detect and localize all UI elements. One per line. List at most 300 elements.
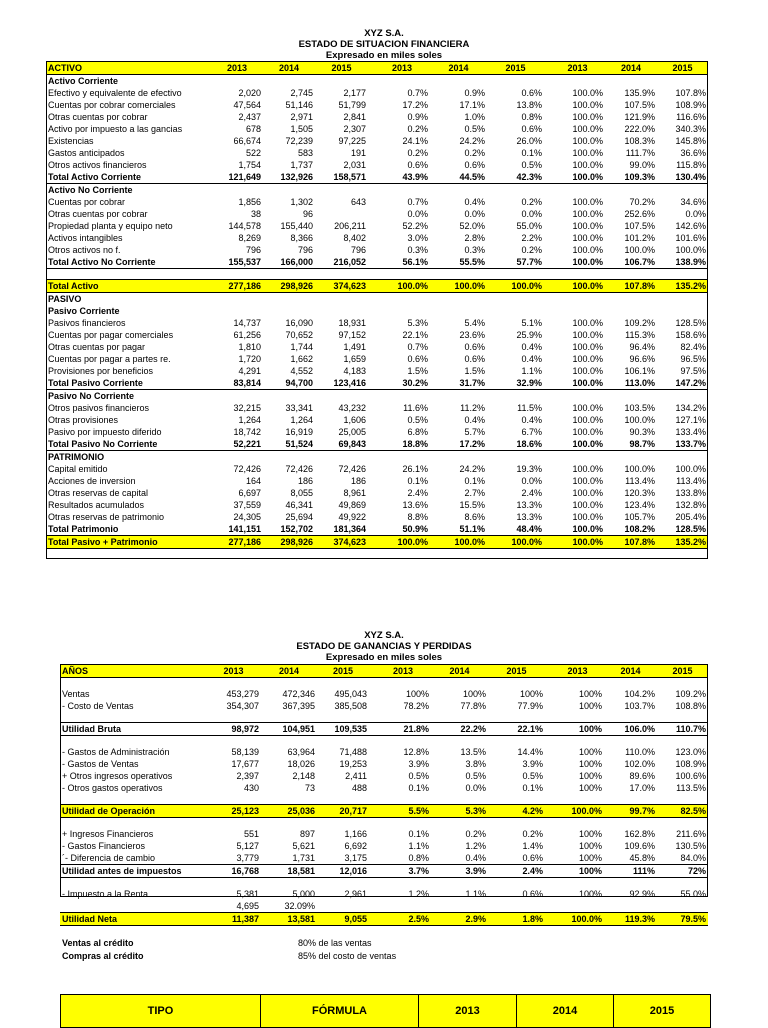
value-cell: 100.0% (624, 245, 655, 255)
value-cell: 1.2% (408, 889, 429, 899)
ventas-credito-label: Ventas al crédito (62, 938, 134, 948)
value-cell: 105.7% (624, 512, 655, 522)
row-label: Total Activo Corriente (46, 171, 211, 184)
value-cell: 5.3% (431, 805, 488, 818)
balance-sheet-table (46, 61, 708, 549)
value-cell: 32,215 (233, 403, 261, 413)
row-label: - Gastos de Administración (62, 747, 170, 757)
balance-row (46, 353, 708, 365)
value-cell: 166,000 (263, 256, 315, 269)
balance-row (46, 463, 708, 475)
balance-row (46, 451, 708, 464)
value-cell: 100.0% (572, 112, 603, 122)
value-cell: 0.2% (464, 148, 485, 158)
value-cell: 12.8% (403, 747, 429, 757)
income-row (60, 913, 708, 926)
value-cell: 52,221 (211, 438, 263, 451)
value-cell: 100.0% (572, 427, 603, 437)
row-label: Acciones de inversion (48, 476, 136, 486)
value-cell: 26.0% (516, 136, 542, 146)
balance-row (46, 123, 708, 135)
value-cell: 82.5% (657, 805, 708, 818)
value-cell: 130.5% (675, 841, 706, 851)
balance-row (46, 147, 708, 159)
row-label: Existencias (48, 136, 94, 146)
value-cell: 100.0% (430, 536, 487, 549)
row-label: AÑOS (60, 665, 206, 678)
value-cell: 130.4% (657, 171, 708, 184)
ventas-credito-value: 80% de las ventas (298, 938, 372, 948)
value-cell: 100% (578, 829, 602, 839)
value-cell: 100.0% (550, 523, 605, 536)
col-formula: FÓRMULA (261, 995, 419, 1028)
value-cell: 2014 (261, 665, 317, 678)
value-cell: 1,754 (238, 160, 261, 170)
value-cell: 152,702 (263, 523, 315, 536)
value-cell: 1,662 (290, 354, 313, 364)
value-cell: 3.7% (375, 865, 431, 878)
value-cell: 5.4% (464, 318, 485, 328)
income-row (60, 828, 708, 840)
value-cell: 8,402 (343, 233, 366, 243)
balance-row (46, 426, 708, 438)
value-cell: 100.0% (572, 488, 603, 498)
value-cell: 38 (250, 209, 261, 219)
value-cell: 2013 (375, 665, 431, 678)
value-cell: 0.1% (407, 476, 428, 486)
value-cell: 2.4% (407, 488, 428, 498)
value-cell: 8.8% (407, 512, 428, 522)
value-cell: 25,123 (206, 805, 261, 818)
value-cell: 2,437 (238, 112, 261, 122)
value-cell: 71,488 (339, 747, 367, 757)
value-cell: 5.5% (375, 805, 431, 818)
income-row (60, 700, 708, 712)
value-cell: 97,225 (338, 136, 366, 146)
value-cell: 147.2% (657, 377, 708, 390)
value-cell: 55.0% (516, 221, 542, 231)
row-label: Otras cuentas por cobrar (48, 209, 148, 219)
value-cell: 6.8% (407, 427, 428, 437)
value-cell: 72,426 (233, 464, 261, 474)
value-cell: 2015 (487, 62, 544, 75)
value-cell: 0.8% (408, 853, 429, 863)
value-cell: 100.0% (572, 330, 603, 340)
value-cell: 2,307 (343, 124, 366, 134)
value-cell: 1.5% (464, 366, 485, 376)
value-cell: 20,717 (317, 805, 369, 818)
row-label (60, 900, 206, 913)
value-cell: 1,731 (292, 853, 315, 863)
value-cell: 100% (578, 783, 602, 793)
row-label: Utilidad de Operación (60, 805, 206, 818)
value-cell: 186 (350, 476, 366, 486)
value-cell: 100.0% (550, 171, 605, 184)
value-cell: 206,211 (334, 221, 366, 231)
value-cell (375, 900, 431, 913)
value-cell: 340.3% (675, 124, 706, 134)
value-cell: 142.6% (675, 221, 706, 231)
value-cell: 83,814 (211, 377, 263, 390)
section-label: PATRIMONIO (48, 452, 105, 462)
income-row (60, 818, 708, 829)
value-cell: 25,694 (285, 512, 313, 522)
value-cell: 72,239 (285, 136, 313, 146)
value-cell: 0.6% (464, 160, 485, 170)
value-cell: 100.0% (572, 148, 603, 158)
value-cell: 43.9% (374, 171, 430, 184)
value-cell: 17.2% (430, 438, 487, 451)
value-cell: 103.5% (624, 403, 655, 413)
value-cell: 18,581 (261, 865, 317, 878)
value-cell: 22.1% (488, 723, 545, 736)
value-cell: 2013 (374, 62, 430, 75)
row-label: - Impuesto a la Renta (62, 889, 149, 899)
value-cell: 100.0% (624, 464, 655, 474)
value-cell: 101.2% (624, 233, 655, 243)
balance-row (46, 523, 708, 536)
value-cell: 119.3% (604, 913, 657, 926)
row-label: Total Activo No Corriente (46, 256, 211, 269)
value-cell: 13.3% (516, 512, 542, 522)
balance-row (46, 390, 708, 403)
value-cell: 1.5% (407, 366, 428, 376)
value-cell: 100.0% (430, 280, 487, 293)
value-cell: 133.8% (675, 488, 706, 498)
balance-row (46, 536, 708, 549)
value-cell: 155,440 (280, 221, 313, 231)
value-cell: 13.8% (516, 100, 542, 110)
balance-subtitle: Expresado en miles soles (325, 50, 443, 61)
value-cell: 18,026 (287, 759, 315, 769)
value-cell: 0.6% (464, 354, 485, 364)
balance-row (46, 87, 708, 99)
row-label: Gastos anticipados (48, 148, 125, 158)
value-cell: 2,411 (345, 771, 367, 781)
value-cell: 96.5% (680, 354, 706, 364)
value-cell: 8,055 (290, 488, 313, 498)
value-cell: 14,737 (233, 318, 261, 328)
value-cell: 141,151 (211, 523, 263, 536)
value-cell: 100% (578, 853, 602, 863)
value-cell: 100.0% (550, 280, 605, 293)
value-cell: 298,926 (263, 536, 315, 549)
balance-row (46, 159, 708, 171)
value-cell: 100% (462, 689, 486, 699)
value-cell: 107.8% (605, 280, 657, 293)
value-cell: 2015 (657, 665, 708, 678)
value-cell: 796 (297, 245, 313, 255)
value-cell: 11.5% (517, 403, 542, 413)
value-cell: 1.1% (465, 889, 486, 899)
value-cell: 16,768 (206, 865, 261, 878)
value-cell: 16,919 (285, 427, 313, 437)
value-cell: 50.9% (374, 523, 430, 536)
value-cell: 19.3% (516, 464, 542, 474)
value-cell: 186 (297, 476, 313, 486)
value-cell: 25.9% (516, 330, 542, 340)
value-cell: 134.2% (675, 403, 706, 413)
value-cell: 277,186 (211, 280, 263, 293)
value-cell: 551 (243, 829, 259, 839)
value-cell: 113.4% (676, 476, 706, 486)
value-cell: 181,364 (315, 523, 368, 536)
value-cell: 109.2% (624, 318, 655, 328)
value-cell: 1,856 (238, 197, 261, 207)
value-cell: 0.0% (464, 209, 485, 219)
balance-title: ESTADO DE SITUACION FINANCIERA (298, 39, 470, 50)
value-cell: 69,843 (315, 438, 368, 451)
balance-row (46, 317, 708, 329)
value-cell: 5,127 (236, 841, 259, 851)
income-row (60, 782, 708, 794)
value-cell: 78.2% (403, 701, 429, 711)
income-row (60, 888, 708, 900)
ratios-table (60, 994, 711, 1028)
value-cell: 3.9% (522, 759, 543, 769)
section-label: Pasivo Corriente (48, 306, 120, 316)
value-cell: 47,564 (233, 100, 261, 110)
value-cell: 97.5% (680, 366, 706, 376)
value-cell: 0.1% (522, 783, 543, 793)
value-cell: 18,742 (233, 427, 261, 437)
balance-row (46, 365, 708, 377)
value-cell: 44.5% (430, 171, 487, 184)
value-cell: 164 (245, 476, 261, 486)
value-cell: 13.5% (460, 747, 486, 757)
value-cell: 1.1% (408, 841, 429, 851)
balance-row (46, 171, 708, 184)
value-cell: 77.8% (460, 701, 486, 711)
value-cell: 453,279 (226, 689, 259, 699)
value-cell: 5,381 (236, 889, 259, 899)
row-label: Otras cuentas por pagar (48, 342, 146, 352)
value-cell: 100.0% (572, 342, 603, 352)
value-cell: 100.0% (624, 415, 655, 425)
value-cell: 216,052 (315, 256, 368, 269)
value-cell: 8,269 (238, 233, 261, 243)
value-cell: 2.9% (431, 913, 488, 926)
value-cell: 1.4% (522, 841, 543, 851)
value-cell: 0.6% (407, 160, 428, 170)
value-cell: 17.2% (402, 100, 428, 110)
value-cell: 66,674 (233, 136, 261, 146)
value-cell: 0.5% (522, 771, 543, 781)
value-cell: 22.2% (431, 723, 488, 736)
value-cell: 100.0% (572, 124, 603, 134)
row-label: Cuentas por cobrar comerciales (48, 100, 176, 110)
value-cell: 18,931 (338, 318, 366, 328)
income-title: ESTADO DE GANANCIAS Y PERDIDAS (296, 641, 472, 652)
value-cell: 0.2% (521, 245, 542, 255)
value-cell: 0.2% (407, 124, 428, 134)
value-cell: 123,416 (315, 377, 368, 390)
value-cell (317, 900, 369, 913)
value-cell: 0.6% (521, 88, 542, 98)
balance-row (46, 256, 708, 269)
value-cell: 98.7% (605, 438, 657, 451)
balance-row (46, 111, 708, 123)
value-cell: 3,175 (344, 853, 367, 863)
income-row (60, 878, 708, 889)
value-cell: 51.1% (430, 523, 487, 536)
spacer (60, 878, 708, 889)
value-cell: 385,508 (334, 701, 367, 711)
value-cell: 135.9% (624, 88, 655, 98)
row-label: Otras cuentas por cobrar (48, 112, 148, 122)
row-label: Efectivo y equivalente de efectivo (48, 88, 182, 98)
row-label: Otros pasivos financieros (48, 403, 150, 413)
value-cell: 100.0% (675, 245, 706, 255)
value-cell: 2.4% (521, 488, 542, 498)
value-cell: 32.9% (487, 377, 544, 390)
col-2013: 2013 (419, 995, 517, 1028)
value-cell: 23.6% (459, 330, 485, 340)
value-cell: 1,744 (290, 342, 313, 352)
value-cell: 522 (245, 148, 261, 158)
spacer (60, 794, 708, 805)
value-cell: 100.0% (572, 476, 603, 486)
value-cell: 108.8% (675, 701, 706, 711)
section-label: Activo No Corriente (48, 185, 133, 195)
value-cell: 100.0% (550, 536, 605, 549)
value-cell: 191 (350, 148, 366, 158)
value-cell: 0.3% (464, 245, 485, 255)
value-cell: 11.2% (460, 403, 485, 413)
value-cell: 0.4% (521, 342, 542, 352)
row-label: Cuentas por pagar comerciales (48, 330, 174, 340)
value-cell: 107.8% (675, 88, 706, 98)
value-cell: 21.8% (375, 723, 431, 736)
col-2015: 2015 (614, 995, 711, 1028)
value-cell: 24,305 (233, 512, 261, 522)
balance-row (46, 75, 708, 88)
income-statement-table (60, 664, 708, 926)
value-cell: 2,020 (238, 88, 261, 98)
value-cell: 98,972 (206, 723, 261, 736)
value-cell: 13,581 (261, 913, 317, 926)
value-cell: 133.7% (657, 438, 708, 451)
value-cell: 1.8% (488, 913, 545, 926)
income-row (60, 852, 708, 865)
value-cell: 17,677 (231, 759, 259, 769)
value-cell: 4,183 (343, 366, 366, 376)
value-cell: 100% (519, 689, 543, 699)
value-cell: 2015 (488, 665, 545, 678)
value-cell: 205.4% (675, 512, 706, 522)
value-cell (657, 900, 708, 913)
value-cell: 0.5% (408, 771, 429, 781)
income-row (60, 794, 708, 805)
value-cell: 3,779 (236, 853, 259, 863)
value-cell: 100% (551, 723, 604, 736)
value-cell: 111% (604, 865, 657, 878)
row-label: Capital emitido (48, 464, 108, 474)
value-cell: 100.0% (572, 209, 603, 219)
value-cell: 100.0% (572, 197, 603, 207)
value-cell: 100.0% (487, 280, 544, 293)
value-cell: 100% (578, 747, 602, 757)
value-cell: 102.0% (624, 759, 655, 769)
value-cell: 158,571 (315, 171, 368, 184)
balance-row (46, 305, 708, 317)
value-cell: 1,505 (290, 124, 313, 134)
value-cell: 100.0% (572, 88, 603, 98)
value-cell: 46,341 (285, 500, 313, 510)
balance-row (46, 475, 708, 487)
value-cell: 0.3% (407, 245, 428, 255)
value-cell: 9,055 (317, 913, 369, 926)
value-cell: 51,524 (263, 438, 315, 451)
value-cell: 3.0% (407, 233, 428, 243)
balance-row (46, 184, 708, 197)
row-label: Total Pasivo Corriente (46, 377, 211, 390)
value-cell: 42.3% (487, 171, 544, 184)
row-label: Activos intangibles (48, 233, 123, 243)
value-cell: 100% (578, 841, 602, 851)
value-cell: 107.5% (624, 221, 655, 231)
value-cell: 101.6% (675, 233, 706, 243)
row-label: Total Pasivo No Corriente (46, 438, 211, 451)
value-cell: 2013 (211, 62, 263, 75)
value-cell: 17.1% (459, 100, 485, 110)
value-cell: 1.2% (465, 841, 486, 851)
income-row (60, 840, 708, 852)
col-2014: 2014 (517, 995, 614, 1028)
value-cell: 158.6% (675, 330, 706, 340)
row-label: Utilidad Neta (60, 913, 206, 926)
value-cell: 100% (578, 759, 602, 769)
value-cell: 211.6% (676, 829, 706, 839)
value-cell: 3.8% (465, 759, 486, 769)
value-cell: 30.2% (374, 377, 430, 390)
value-cell: 1.0% (464, 112, 485, 122)
value-cell: 104,951 (261, 723, 317, 736)
value-cell: 26.1% (402, 464, 428, 474)
value-cell: 100% (578, 771, 602, 781)
value-cell: 100.6% (675, 771, 706, 781)
value-cell: 2.2% (521, 233, 542, 243)
row-label: Ventas (62, 689, 90, 699)
value-cell: 100.0% (487, 536, 544, 549)
value-cell: 0.5% (407, 415, 428, 425)
row-label: + Ingresos Financieros (62, 829, 154, 839)
value-cell: 0.1% (521, 148, 542, 158)
value-cell: 123.4% (624, 500, 655, 510)
value-cell: 2015 (657, 62, 708, 75)
value-cell: 367,395 (282, 701, 315, 711)
value-cell: 2014 (431, 665, 488, 678)
value-cell: 5,621 (292, 841, 315, 851)
value-cell: 113.5% (676, 783, 706, 793)
value-cell: 100.0% (572, 318, 603, 328)
value-cell: 22.1% (402, 330, 428, 340)
value-cell: 2.5% (375, 913, 431, 926)
value-cell (431, 900, 488, 913)
value-cell: 277,186 (211, 536, 263, 549)
value-cell: 6,697 (238, 488, 261, 498)
value-cell: 796 (350, 245, 366, 255)
value-cell: 128.5% (657, 523, 708, 536)
value-cell: 0.4% (465, 853, 486, 863)
value-cell: 0.2% (522, 829, 543, 839)
balance-row (46, 99, 708, 111)
balance-row (46, 293, 708, 306)
value-cell: 0.6% (407, 354, 428, 364)
income-row (60, 688, 708, 700)
value-cell: 107.5% (624, 100, 655, 110)
value-cell: 128.5% (675, 318, 706, 328)
